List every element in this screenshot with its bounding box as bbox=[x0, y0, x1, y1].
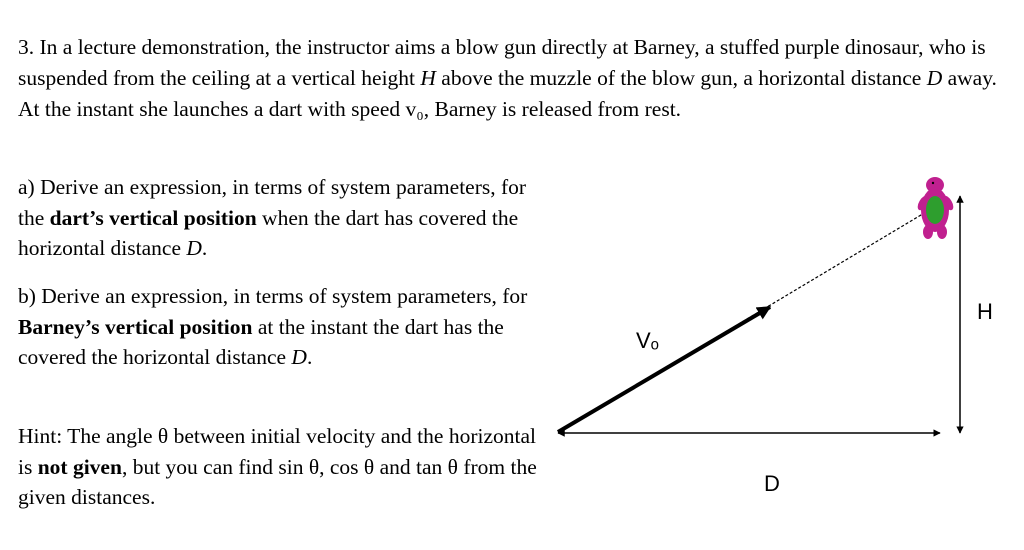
part-a-emphasis: dart’s vertical position bbox=[49, 205, 257, 230]
part-b-question bbox=[18, 281, 538, 373]
part-b-emphasis: Barney’s vertical position bbox=[18, 314, 253, 339]
hint-text-1: Hint: The angle θ between initial velocity and the horizontal is bbox=[18, 424, 536, 479]
projectile-diagram bbox=[540, 165, 1024, 550]
intro-text-3: away. At the instant she launches a dart with speed v₀, Barney is released from rest. bbox=[18, 66, 997, 121]
part-a-text-3: . bbox=[201, 236, 208, 260]
intro-text-1: 3. In a lecture demonstration, the instructor aims a blow gun directly at Barney, a stuffed purple dinosaur, who is suspended from the ceiling at a vertical height bbox=[18, 35, 986, 90]
part-a-text-2: when the dart has covered the horizontal distance bbox=[18, 205, 519, 260]
barney-eye bbox=[932, 182, 934, 184]
distance-variable: D bbox=[926, 66, 943, 90]
height-variable: H bbox=[420, 66, 436, 90]
part-a-distance-variable: D bbox=[186, 236, 202, 260]
problem-statement bbox=[18, 32, 1008, 125]
part-b-text-2: at the instant the dart has the covered the horizontal distance bbox=[18, 314, 504, 369]
part-b-text-3: . bbox=[306, 345, 313, 369]
part-b-text-1: b) Derive an expression, in terms of system parameters, for bbox=[18, 284, 528, 308]
hint-emphasis: not given bbox=[37, 454, 122, 479]
velocity-label: Vₒ bbox=[636, 328, 659, 353]
part-a-question bbox=[18, 172, 538, 264]
barney-belly bbox=[926, 196, 944, 224]
distance-label: D bbox=[764, 471, 780, 496]
part-b-distance-variable: D bbox=[291, 345, 307, 369]
hint-text-2: , but you can find sin θ, cos θ and tan θ from the given distances. bbox=[18, 454, 537, 509]
barney-dinosaur-icon bbox=[916, 177, 956, 239]
velocity-vector bbox=[558, 307, 770, 432]
part-a-text-1: a) Derive an expression, in terms of system parameters, for the bbox=[18, 175, 527, 230]
intro-text-2: above the muzzle of the blow gun, a horizontal distance bbox=[435, 66, 927, 90]
hint-text bbox=[18, 421, 538, 513]
height-label: H bbox=[977, 299, 993, 324]
barney-leg-right bbox=[937, 225, 947, 239]
barney-leg-left bbox=[923, 225, 933, 239]
